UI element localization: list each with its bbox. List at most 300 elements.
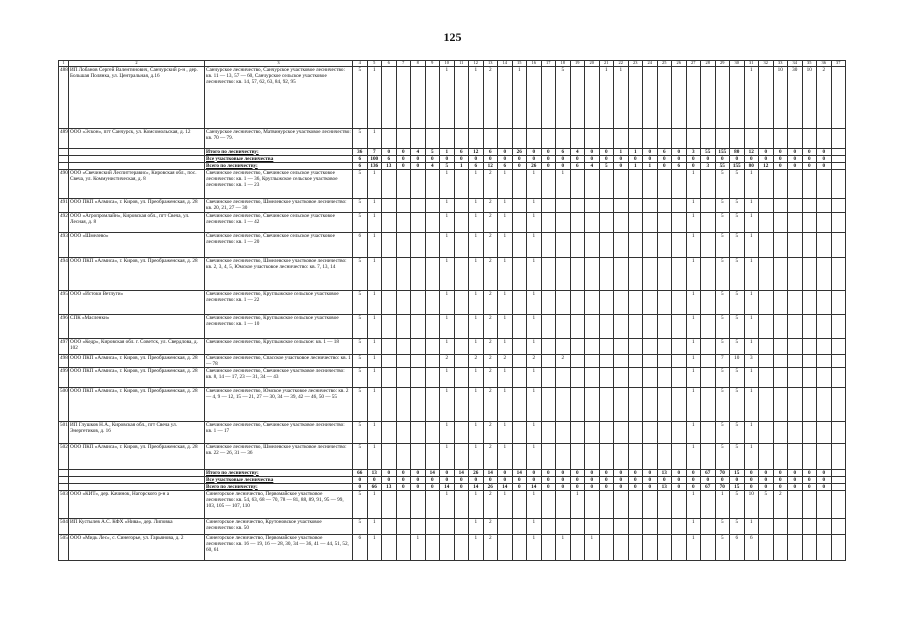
total-value-cell: 0	[744, 155, 759, 162]
value-cell	[628, 232, 643, 257]
value-cell	[817, 290, 832, 314]
total-value-cell: 1	[628, 148, 643, 155]
total-value-cell: 4	[411, 148, 426, 155]
value-cell	[382, 421, 397, 443]
value-cell: 5	[730, 490, 745, 518]
row-number: 490	[59, 169, 69, 198]
value-cell: 1	[744, 314, 759, 338]
value-cell	[570, 387, 585, 421]
value-cell	[570, 290, 585, 314]
value-cell	[628, 387, 643, 421]
value-cell: 1	[744, 169, 759, 198]
value-cell	[759, 387, 774, 421]
total-value-cell: 6	[672, 162, 687, 169]
total-value-cell: 0	[715, 155, 730, 162]
value-cell	[454, 198, 469, 212]
value-cell	[643, 314, 658, 338]
value-cell: 1	[440, 443, 455, 469]
value-cell	[411, 257, 426, 290]
total-value-cell: 0	[483, 476, 498, 483]
value-cell: 1	[527, 338, 542, 354]
row-number: 489	[59, 128, 69, 148]
value-cell	[396, 534, 411, 560]
column-number-cell: 18	[556, 61, 571, 67]
value-cell	[701, 128, 716, 148]
value-cell	[802, 534, 817, 560]
value-cell: 5	[353, 212, 368, 232]
total-value-cell: 70	[715, 469, 730, 476]
total-value-cell: 14	[512, 469, 527, 476]
total-row	[59, 148, 846, 155]
total-value-cell: 0	[701, 155, 716, 162]
column-number-cell: 10	[440, 61, 455, 67]
row-number: 496	[59, 314, 69, 338]
column-number-cell: 26	[672, 61, 687, 67]
value-cell	[599, 387, 614, 421]
value-cell: 5	[353, 421, 368, 443]
value-cell	[701, 338, 716, 354]
total-value-cell: 0	[614, 469, 629, 476]
value-cell	[788, 232, 803, 257]
value-cell: 5	[715, 421, 730, 443]
value-cell	[628, 257, 643, 290]
total-value-cell: 6	[382, 155, 397, 162]
value-cell	[556, 212, 571, 232]
total-value-cell: 0	[773, 469, 788, 476]
tenant-name-address	[69, 148, 205, 155]
value-cell	[701, 198, 716, 212]
value-cell	[425, 232, 440, 257]
value-cell	[382, 338, 397, 354]
value-cell	[730, 128, 745, 148]
value-cell: 1	[686, 354, 701, 367]
total-value-cell: 0	[527, 148, 542, 155]
table-row	[59, 198, 846, 212]
total-value-cell: 0	[802, 469, 817, 476]
value-cell	[556, 198, 571, 212]
value-cell: 1	[686, 518, 701, 534]
value-cell	[570, 212, 585, 232]
value-cell: 1	[469, 367, 484, 387]
value-cell	[614, 534, 629, 560]
table-row	[59, 367, 846, 387]
value-cell	[411, 443, 426, 469]
value-cell: 1	[440, 212, 455, 232]
value-cell	[614, 421, 629, 443]
value-cell	[599, 354, 614, 367]
total-value-cell: 0	[788, 155, 803, 162]
total-value-cell: 0	[396, 476, 411, 483]
value-cell: 1	[440, 421, 455, 443]
column-number-cell: 13	[483, 61, 498, 67]
column-number-cell: 22	[614, 61, 629, 67]
value-cell: 7	[715, 354, 730, 367]
total-value-cell: 3	[701, 162, 716, 169]
table-row	[59, 169, 846, 198]
value-cell: 5	[715, 212, 730, 232]
value-cell: 1	[469, 338, 484, 354]
value-cell	[701, 290, 716, 314]
total-value-cell: 5	[425, 148, 440, 155]
value-cell	[585, 290, 600, 314]
value-cell	[831, 128, 846, 148]
total-value-cell: 14	[469, 483, 484, 490]
value-cell: 5	[353, 387, 368, 421]
value-cell	[831, 169, 846, 198]
value-cell	[759, 367, 774, 387]
value-cell	[672, 198, 687, 212]
total-value-cell: 0	[628, 469, 643, 476]
total-value-cell: 0	[440, 476, 455, 483]
value-cell	[556, 387, 571, 421]
value-cell: 1	[686, 338, 701, 354]
value-cell: 5	[730, 212, 745, 232]
value-cell: 2	[483, 232, 498, 257]
value-cell	[643, 490, 658, 518]
value-cell: 1	[686, 367, 701, 387]
value-cell	[454, 534, 469, 560]
total-label: Итого по лесничеству:	[205, 148, 353, 155]
value-cell	[817, 338, 832, 354]
total-value-cell: 0	[353, 483, 368, 490]
value-cell: 2	[483, 198, 498, 212]
value-cell	[643, 534, 658, 560]
column-number-cell: 8	[411, 61, 426, 67]
row-number: 491	[59, 198, 69, 212]
value-cell	[643, 66, 658, 128]
total-value-cell: 5	[599, 162, 614, 169]
total-value-cell: 13	[382, 483, 397, 490]
total-value-cell: 0	[527, 476, 542, 483]
total-value-cell: 0	[788, 483, 803, 490]
value-cell	[628, 518, 643, 534]
column-number-cell: 33	[773, 61, 788, 67]
row-number	[59, 483, 69, 490]
total-value-cell: 0	[411, 483, 426, 490]
value-cell	[773, 367, 788, 387]
total-value-cell: 12	[469, 148, 484, 155]
value-cell	[541, 421, 556, 443]
value-cell: 1	[570, 490, 585, 518]
value-cell	[512, 443, 527, 469]
value-cell	[454, 387, 469, 421]
forestry-quarters: Санчурское лесничество, Матвинурское участковое лесничество: кв. 70 — 79.	[205, 128, 353, 148]
value-cell	[585, 212, 600, 232]
value-cell	[672, 314, 687, 338]
value-cell	[425, 387, 440, 421]
value-cell	[382, 198, 397, 212]
value-cell	[556, 518, 571, 534]
total-value-cell: 0	[570, 483, 585, 490]
value-cell	[614, 128, 629, 148]
total-value-cell: 14	[454, 469, 469, 476]
value-cell	[556, 257, 571, 290]
value-cell: 5	[759, 490, 774, 518]
value-cell	[454, 314, 469, 338]
row-number	[59, 148, 69, 155]
value-cell: 2	[483, 338, 498, 354]
total-value-cell: 26	[483, 483, 498, 490]
value-cell	[628, 354, 643, 367]
value-cell: 2	[527, 354, 542, 367]
value-cell	[396, 354, 411, 367]
row-number: 501	[59, 421, 69, 443]
value-cell	[512, 387, 527, 421]
value-cell	[657, 169, 672, 198]
value-cell	[454, 518, 469, 534]
total-value-cell: 0	[730, 476, 745, 483]
value-cell: 3	[744, 354, 759, 367]
value-cell	[701, 232, 716, 257]
total-value-cell: 13	[657, 483, 672, 490]
value-cell: 1	[686, 534, 701, 560]
total-value-cell: 6	[657, 148, 672, 155]
column-number-cell: 6	[382, 61, 397, 67]
total-value-cell: 12	[744, 148, 759, 155]
value-cell	[425, 354, 440, 367]
row-number: 495	[59, 290, 69, 314]
value-cell	[411, 198, 426, 212]
value-cell	[512, 354, 527, 367]
total-row	[59, 155, 846, 162]
total-value-cell: 0	[802, 155, 817, 162]
value-cell	[686, 66, 701, 128]
total-value-cell: 0	[483, 155, 498, 162]
value-cell	[556, 443, 571, 469]
total-value-cell: 0	[614, 476, 629, 483]
value-cell: 5	[730, 443, 745, 469]
total-value-cell: 0	[541, 469, 556, 476]
value-cell	[570, 421, 585, 443]
value-cell	[773, 212, 788, 232]
value-cell	[802, 354, 817, 367]
value-cell	[788, 128, 803, 148]
value-cell: 1	[440, 387, 455, 421]
total-value-cell: 0	[614, 483, 629, 490]
value-cell	[454, 421, 469, 443]
total-value-cell: 0	[773, 148, 788, 155]
value-cell	[672, 66, 687, 128]
value-cell	[599, 367, 614, 387]
value-cell: 2	[483, 169, 498, 198]
total-value-cell: 0	[512, 162, 527, 169]
value-cell	[469, 128, 484, 148]
value-cell: 2	[483, 443, 498, 469]
total-row	[59, 483, 846, 490]
value-cell	[643, 367, 658, 387]
value-cell: 1	[686, 421, 701, 443]
value-cell	[657, 212, 672, 232]
value-cell: 1	[744, 290, 759, 314]
value-cell	[701, 66, 716, 128]
tenant-name-address: ООО «Эскон», пгт Санчурск, ул. Комсомольская, д. 12	[69, 128, 205, 148]
table-row	[59, 421, 846, 443]
value-cell	[802, 290, 817, 314]
value-cell	[759, 518, 774, 534]
value-cell	[672, 169, 687, 198]
value-cell	[411, 490, 426, 518]
value-cell: 1	[498, 490, 513, 518]
column-number-cell: 30	[730, 61, 745, 67]
value-cell: 1	[469, 490, 484, 518]
value-cell: 1	[469, 169, 484, 198]
value-cell	[585, 257, 600, 290]
value-cell: 2	[440, 354, 455, 367]
value-cell	[411, 232, 426, 257]
value-cell	[657, 128, 672, 148]
value-cell	[585, 354, 600, 367]
value-cell	[382, 314, 397, 338]
value-cell	[643, 443, 658, 469]
value-cell	[831, 198, 846, 212]
total-value-cell: 0	[672, 483, 687, 490]
value-cell: 6	[744, 534, 759, 560]
total-value-cell: 4	[570, 148, 585, 155]
table-row	[59, 128, 846, 148]
value-cell: 5	[730, 232, 745, 257]
value-cell: 1	[585, 534, 600, 560]
total-value-cell: 0	[643, 476, 658, 483]
tenant-name-address	[69, 155, 205, 162]
value-cell	[773, 387, 788, 421]
value-cell	[382, 212, 397, 232]
table-row	[59, 66, 846, 128]
value-cell: 2	[469, 354, 484, 367]
row-number	[59, 476, 69, 483]
total-value-cell: 0	[541, 162, 556, 169]
total-value-cell: 0	[382, 469, 397, 476]
value-cell	[628, 198, 643, 212]
value-cell	[643, 257, 658, 290]
value-cell: 2	[483, 290, 498, 314]
total-value-cell: 0	[715, 476, 730, 483]
value-cell: 1	[440, 232, 455, 257]
value-cell: 5	[353, 314, 368, 338]
value-cell	[425, 421, 440, 443]
value-cell: 1	[686, 314, 701, 338]
tenant-name-address: ООО ПКП «Алмиса», г. Киров, ул. Преображенская, д. 28	[69, 354, 205, 367]
total-value-cell: 0	[730, 155, 745, 162]
value-cell: 1	[367, 169, 382, 198]
value-cell	[440, 534, 455, 560]
total-value-cell: 0	[454, 476, 469, 483]
value-cell	[788, 169, 803, 198]
column-number-cell: 15	[512, 61, 527, 67]
value-cell: 1	[469, 443, 484, 469]
value-cell: 5	[730, 338, 745, 354]
value-cell	[701, 257, 716, 290]
value-cell	[643, 421, 658, 443]
value-cell: 5	[353, 198, 368, 212]
value-cell	[672, 232, 687, 257]
forest-lease-table	[58, 60, 846, 561]
value-cell: 5	[715, 169, 730, 198]
value-cell: 1	[686, 232, 701, 257]
value-cell	[541, 338, 556, 354]
value-cell: 1	[744, 198, 759, 212]
total-value-cell	[831, 476, 846, 483]
column-number-cell: 27	[686, 61, 701, 67]
value-cell	[599, 212, 614, 232]
total-value-cell: 0	[802, 148, 817, 155]
value-cell: 1	[367, 421, 382, 443]
value-cell	[411, 354, 426, 367]
value-cell	[556, 232, 571, 257]
forestry-quarters: Свечинское лесничество, Шмелевское участковое лесничество: кв. 20, 21, 27 — 30	[205, 198, 353, 212]
total-value-cell: 0	[585, 469, 600, 476]
value-cell	[570, 198, 585, 212]
value-cell	[585, 338, 600, 354]
value-cell	[831, 290, 846, 314]
tenant-name-address: ООО ПКП «Алмиса», г. Киров, ул. Преображенская, д. 28	[69, 257, 205, 290]
total-value-cell: 0	[773, 162, 788, 169]
column-number-cell: 31	[744, 61, 759, 67]
tenant-name-address	[69, 476, 205, 483]
row-number: 488	[59, 66, 69, 128]
value-cell	[657, 421, 672, 443]
value-cell	[788, 421, 803, 443]
column-number-cell: 19	[570, 61, 585, 67]
value-cell	[396, 257, 411, 290]
value-cell	[585, 198, 600, 212]
total-value-cell: 0	[425, 155, 440, 162]
value-cell: 5	[730, 387, 745, 421]
value-cell	[382, 128, 397, 148]
tenant-name-address	[69, 483, 205, 490]
value-cell	[541, 534, 556, 560]
total-value-cell: 136	[367, 162, 382, 169]
total-value-cell: 0	[759, 476, 774, 483]
value-cell	[599, 490, 614, 518]
row-number: 504	[59, 518, 69, 534]
table-row	[59, 232, 846, 257]
value-cell: 1	[498, 421, 513, 443]
value-cell	[512, 169, 527, 198]
value-cell: 1	[367, 367, 382, 387]
total-value-cell: 0	[512, 483, 527, 490]
total-value-cell: 0	[469, 476, 484, 483]
value-cell	[628, 169, 643, 198]
total-value-cell: 6	[469, 162, 484, 169]
total-value-cell: 66	[353, 469, 368, 476]
value-cell	[541, 490, 556, 518]
value-cell: 1	[367, 490, 382, 518]
total-value-cell: 26	[527, 162, 542, 169]
value-cell: 5	[353, 518, 368, 534]
value-cell	[396, 128, 411, 148]
value-cell	[570, 367, 585, 387]
value-cell	[657, 490, 672, 518]
row-number: 498	[59, 354, 69, 367]
value-cell	[802, 169, 817, 198]
value-cell	[788, 338, 803, 354]
value-cell	[512, 232, 527, 257]
value-cell: 1	[469, 534, 484, 560]
value-cell: 1	[527, 490, 542, 518]
value-cell: 1	[498, 314, 513, 338]
value-cell	[759, 212, 774, 232]
value-cell	[614, 169, 629, 198]
value-cell: 1	[744, 338, 759, 354]
value-cell: 1	[527, 232, 542, 257]
value-cell	[512, 518, 527, 534]
total-value-cell: 0	[759, 469, 774, 476]
value-cell: 5	[730, 169, 745, 198]
value-cell	[599, 518, 614, 534]
value-cell	[773, 198, 788, 212]
total-value-cell: 0	[686, 476, 701, 483]
total-value-cell	[831, 148, 846, 155]
